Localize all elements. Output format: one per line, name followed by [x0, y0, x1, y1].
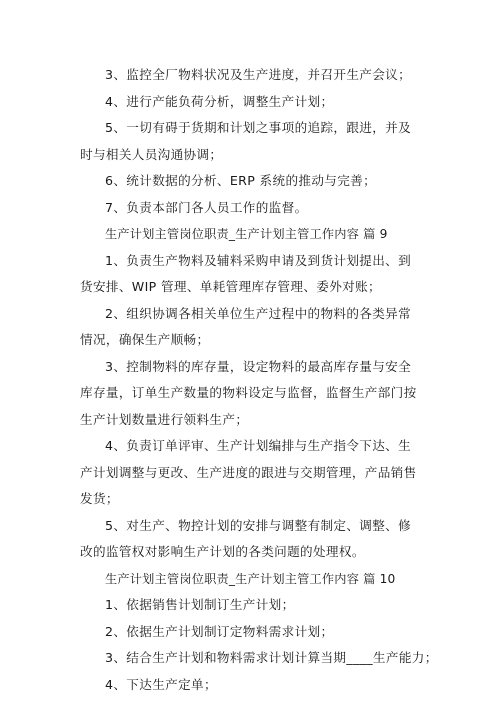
- paragraph-line: 6、统计数据的分析、ERP 系统的推动与完善；: [105, 173, 377, 188]
- list-item: [80, 513, 423, 566]
- list-item: [80, 115, 423, 168]
- paragraph-line: 库存量，订单生产数量的物料设定与监督，监督生产部门按: [80, 385, 417, 400]
- list-item: [80, 62, 423, 89]
- list-item: [80, 592, 423, 619]
- paragraph-line: 3、监控全厂物料状况及生产进度，并召开生产会议；: [105, 67, 412, 82]
- paragraph-line: 3、控制物料的库存量，设定物料的最高库存量与安全: [105, 358, 412, 374]
- list-item: [80, 645, 438, 672]
- paragraph-line: 改的监管权对影响生产计划的各类问题的处理权。: [80, 544, 365, 559]
- list-item: [80, 168, 423, 195]
- list-item: [80, 248, 423, 301]
- paragraph-line: 1、依据销售计划制订生产计划；: [105, 597, 295, 612]
- paragraph-line: 2、依据生产计划制订定物料需求计划；: [105, 623, 334, 639]
- paragraph-line: 产计划调整与更改、生产进度的跟进与交期管理，产品销售: [80, 464, 417, 480]
- paragraph-line: 生产计划数量进行领料生产；: [80, 411, 249, 427]
- paragraph-line: 货安排、WIP 管理、单耗管理库存管理、委外对账；: [80, 279, 381, 294]
- list-item: [80, 672, 423, 699]
- paragraph-line: 情况，确保生产顺畅；: [80, 332, 210, 347]
- list-item: [80, 89, 423, 116]
- paragraph-line: 5、对生产、物控计划的安排与调整有制定、调整、修: [105, 517, 412, 533]
- paragraph-line: 5、一切有碍于货期和计划之事项的追踪，跟进，并及: [105, 120, 412, 135]
- section-heading-10: 生产计划主管岗位职责_生产计划主管工作内容 篇 10: [105, 571, 396, 586]
- list-item: [80, 433, 423, 513]
- document-page: [80, 62, 438, 698]
- paragraph-line: 3、结合生产计划和物料需求计划计算当期____生产能力；: [105, 650, 438, 665]
- list-item: [80, 354, 423, 434]
- section-heading-9: 生产计划主管岗位职责_生产计划主管工作内容 篇 9: [105, 227, 388, 241]
- paragraph-line: 4、进行产能负荷分析，调整生产计划；: [105, 93, 334, 109]
- paragraph-line: 发货；: [80, 491, 119, 506]
- paragraph-line: 4、下达生产定单；: [105, 676, 217, 692]
- list-item: [80, 619, 423, 646]
- paragraph-line: 1、负责生产物料及辅料采购申请及到货计划提出、到: [105, 252, 412, 268]
- list-item: [80, 195, 423, 222]
- paragraph-line: 时与相关人员沟通协调；: [80, 146, 223, 162]
- list-item: [80, 301, 423, 354]
- paragraph-line: 4、负责订单评审、生产计划编排与生产指令下达、生: [105, 438, 412, 453]
- paragraph-line: 2、组织协调各相关单位生产过程中的物料的各类异常: [105, 305, 412, 321]
- paragraph-line: 7、负责本部门各人员工作的监督。: [105, 199, 308, 215]
